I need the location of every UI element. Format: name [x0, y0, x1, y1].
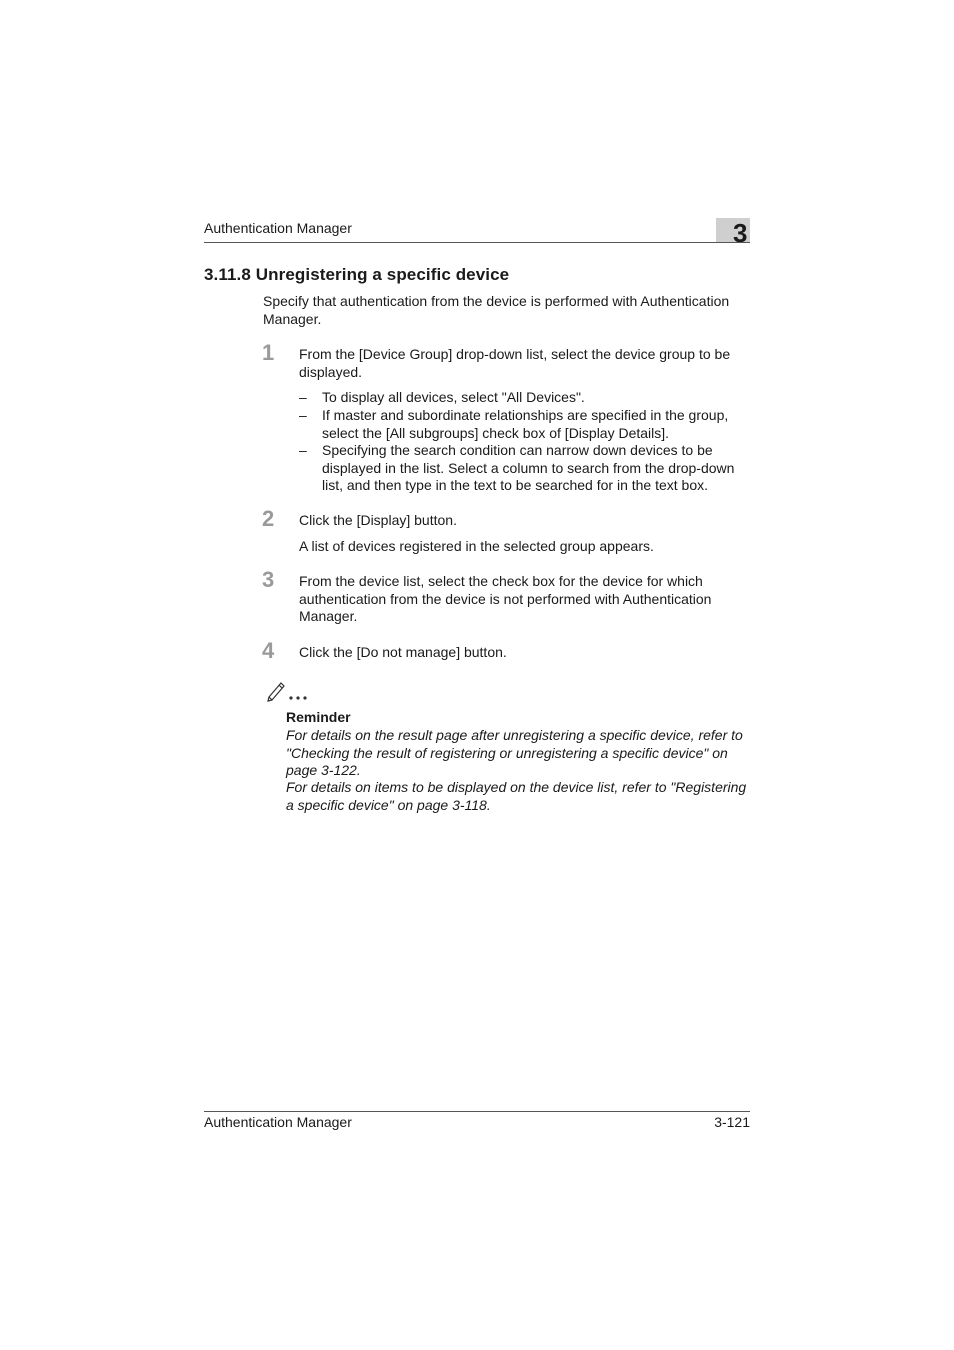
step-number-1: 1 [262, 340, 275, 365]
running-header-title: Authentication Manager [204, 220, 352, 236]
step-number-3: 3 [262, 567, 275, 592]
step-1-bullet-2: If master and subordinate relationships are specified in the group, select the [All subgroups] check box of [Display Details]. [322, 407, 729, 441]
footer-divider [204, 1111, 750, 1112]
bullet-marker: – [299, 442, 307, 458]
chapter-number: 3 [733, 218, 748, 248]
bullet-marker: – [299, 407, 307, 423]
header-divider [204, 242, 750, 243]
bullet-marker: – [299, 389, 307, 405]
page-number: 3-121 [714, 1114, 750, 1130]
pencil-note-icon [266, 678, 312, 702]
step-1-bullet-1: To display all devices, select "All Devices". [322, 389, 585, 405]
step-number-4: 4 [262, 638, 275, 663]
reminder-title: Reminder [286, 709, 351, 725]
step-text-4: Click the [Do not manage] button. [299, 644, 507, 660]
step-text-1: From the [Device Group] drop-down list, select the device group to be displayed. [299, 346, 731, 380]
step-text-2: Click the [Display] button. [299, 512, 457, 528]
step-text-3: From the device list, select the check box for the device for which authentication from the device is not performed with Authentication Manager. [299, 573, 712, 624]
section-title: 3.11.8 Unregistering a specific device [204, 265, 510, 284]
reminder-paragraph-2: For details on items to be displayed on the device list, refer to "Registering a specific device" on page 3-118. [286, 779, 747, 813]
reminder-paragraph-1: For details on the result page after unregistering a specific device, refer to "Checking the result of registering or unregistering a specific device" on page 3-122. [286, 727, 743, 778]
step-number-2: 2 [262, 506, 275, 531]
footer-title: Authentication Manager [204, 1114, 352, 1130]
step-1-bullet-3: Specifying the search condition can narrow down devices to be displayed in the list. Select a column to search from the drop-down list, and then type in the text to be searched for in the text box. [322, 442, 735, 493]
step-2-result: A list of devices registered in the selected group appears. [299, 538, 654, 554]
section-intro: Specify that authentication from the device is performed with Authentication Manager. [263, 293, 730, 327]
